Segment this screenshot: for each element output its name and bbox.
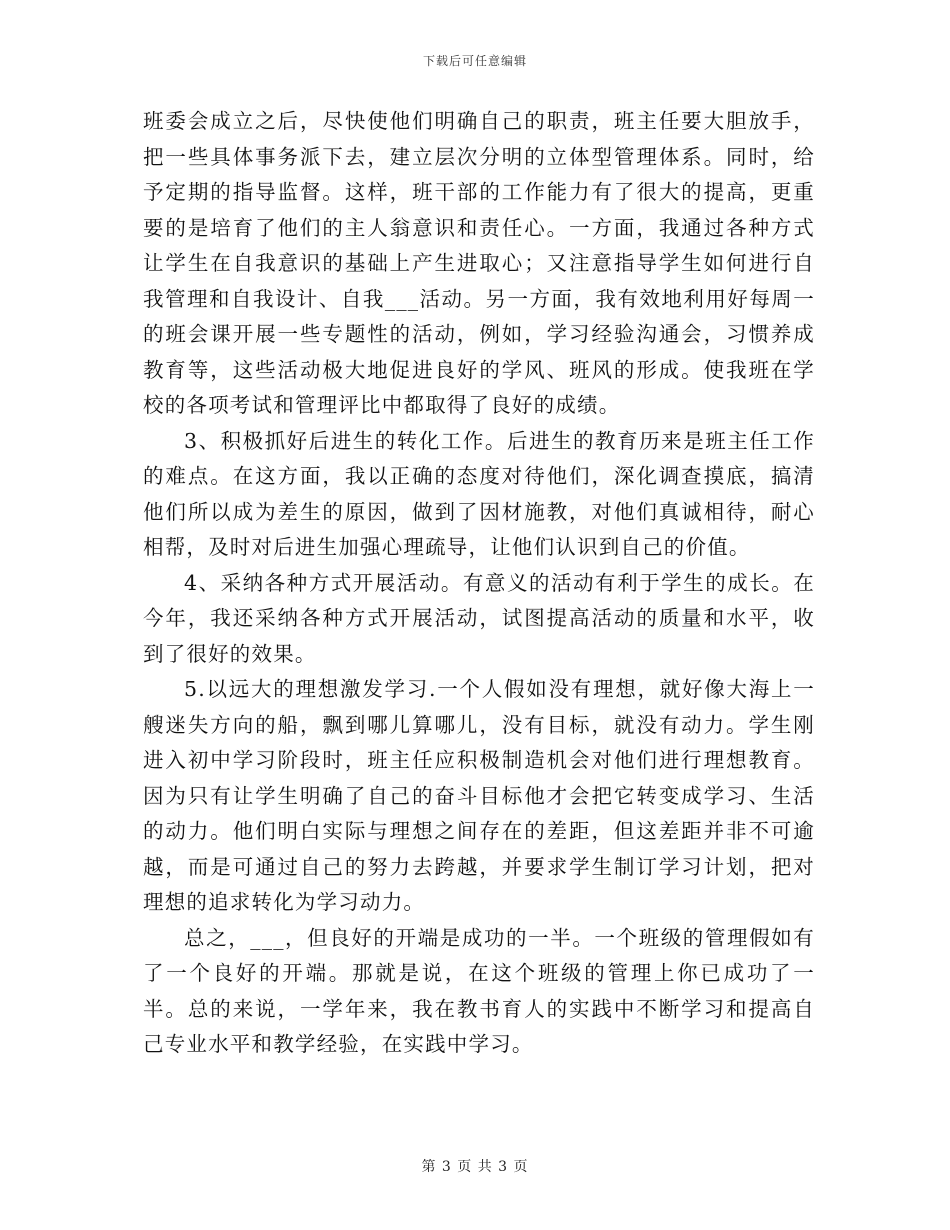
paragraph-class-committee: 班委会成立之后，尽快使他们明确自己的职责，班主任要大胆放手，把一些具体事务派下去，建立层次分明的立体型管理体系。同时，给予定期的指导监督。这样，班干部的工作能力有了很大的提高，更重要的是培育了他们的主人翁意识和责任心。一方面，我通过各种方式让学生在自我意识的基础上产生进取心；又注意指导学生如何进行自我管理和自我设计、自我___活动。另一方面，我有效地利用好每周一的班会课开展一些专题性的活动，例如，学习经验沟通会，习惯养成教育等，这些活动极大地促进良好的学风、班风的形成。使我班在学校的各项考试和管理评比中都取得了良好的成绩。 (143, 109, 815, 417)
paragraph-item-5: 5.以远大的理想激发学习.一个人假如没有理想，就好像大海上一艘迷失方向的船，飘到哪儿算哪儿，没有目标，就没有动力。学生刚进入初中学习阶段时，班主任应积极制造机会对他们进行理想教育。因为只有让学生明确了自己的奋斗目标他才会把它转变成学习、生活的动力。他们明白实际与理想之间存在的差距，但这差距并非不可逾越，而是可通过自己的努力去跨越，并要求学生制订学习计划，把对理想的追求转化为学习动力。 (143, 677, 815, 914)
paragraph-item-4: 4、采纳各种方式开展活动。有意义的活动有利于学生的成长。在今年，我还采纳各种方式开展活动，试图提高活动的质量和水平，收到了很好的效果。 (143, 570, 815, 666)
paragraph-summary: 总之，___，但良好的开端是成功的一半。一个班级的管理假如有了一个良好的开端。那就是说，在这个班级的管理上你已成功了一半。总的来说，一学年来，我在教书育人的实践中不断学习和提高自己专业水平和教学经验，在实践中学习。 (143, 925, 815, 1056)
document-body (143, 104, 815, 1063)
page-header-note: 下载后可任意编辑 (422, 54, 527, 68)
paragraph-item-3: 3、积极抓好后进生的转化工作。后进生的教育历来是班主任工作的难点。在这方面，我以正确的态度对待他们，深化调查摸底，搞清他们所以成为差生的原因，做到了因材施教，对他们真诚相待，耐心相帮，及时对后进生加强心理疏导，让他们认识到自己的价值。 (143, 428, 815, 559)
page-number: 第 3 页 共 3 页 (421, 1159, 529, 1175)
